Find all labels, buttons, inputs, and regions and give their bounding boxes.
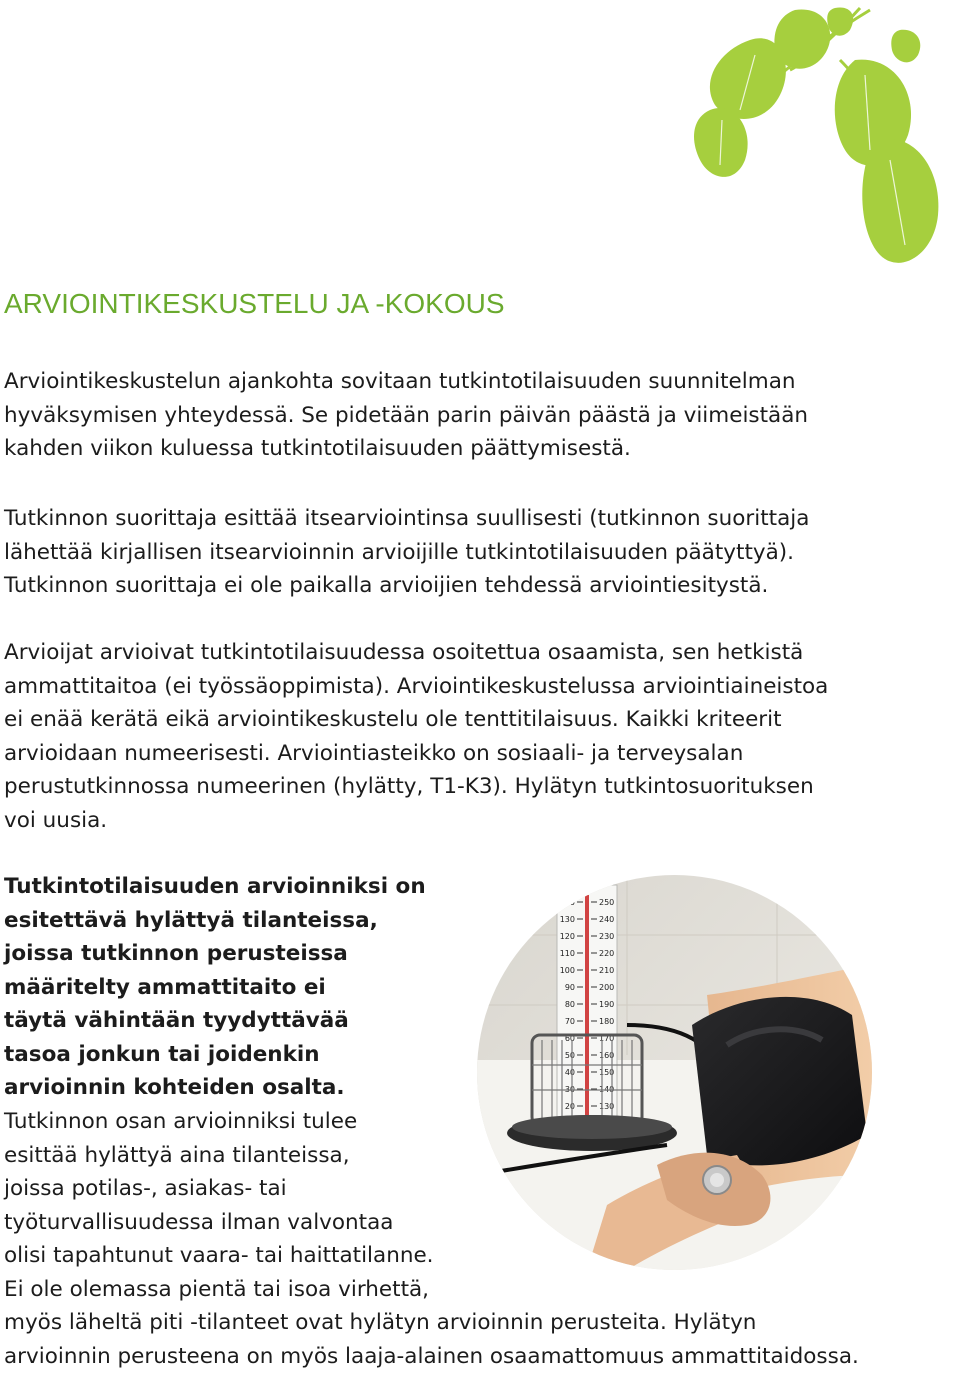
scale-tick-label: 130	[559, 915, 575, 924]
paragraph-assessors	[4, 636, 954, 837]
paragraph-line: esittää hylättyä aina tilanteissa,	[4, 1142, 350, 1168]
bold-line: arvioinnin kohteiden osalta.	[4, 1075, 345, 1100]
scale-tick-label: 140	[559, 898, 575, 907]
paragraph-line: Tutkinnon suorittaja esittää itsearviointinsa suullisesti (tutkinnon suorittaja	[4, 506, 810, 531]
scale-tick-label: 20	[564, 1102, 575, 1111]
paragraph-line: Tutkinnon osan arvioinniksi tulee	[4, 1109, 358, 1134]
bold-statement	[4, 870, 426, 1105]
paragraph-line: Arviointikeskustelun ajankohta sovitaan tutkintotilaisuuden suunnitelman	[4, 369, 796, 394]
blood-pressure-photo	[477, 875, 872, 1270]
scale-tick-label: 140	[599, 1085, 615, 1094]
scale-tick-label: 200	[599, 983, 615, 992]
bold-line: tasoa jonkun tai joidenkin	[4, 1041, 320, 1067]
scale-tick-label: 180	[599, 1017, 615, 1026]
paragraph-line: myös läheltä piti -tilanteet ovat hylätyn arvioinnin perusteita. Hylätyn	[4, 1310, 757, 1335]
paragraph-line: perustutkinnossa numeerinen (hylätty, T1-K3). Hylätyn tutkintosuorituksen	[4, 774, 814, 799]
scale-tick-label: 150	[599, 1068, 615, 1077]
paragraph-line: kahden viikon kuluessa tutkintotilaisuuden päättymisestä.	[4, 436, 631, 461]
bold-line: esitettävä hylättyä tilanteissa,	[4, 907, 378, 933]
scale-tick-label: 110	[559, 949, 575, 958]
paragraph-line: arvioidaan numeerisesti. Arviointiasteikko on sosiaali- ja terveysalan	[4, 740, 744, 766]
mercury-column	[585, 895, 589, 1120]
scale-tick-label: 60	[564, 1034, 575, 1043]
scale-tick-label: 30	[564, 1085, 575, 1094]
scale-tick-label: 130	[599, 1102, 615, 1111]
paragraph-line: Tutkinnon suorittaja ei ole paikalla arvioijien tehdessä arviointiesitystä.	[4, 573, 769, 598]
paragraph-line: hyväksymisen yhteydessä. Se pidetään parin päivän päästä ja viimeistään	[4, 402, 809, 428]
scale-tick-label: 190	[599, 1000, 615, 1009]
paragraph-line: ei enää kerätä eikä arviointikeskustelu ole tenttitilaisuus. Kaikki kriteerit	[4, 707, 782, 732]
bold-line: määritelty ammattitaito ei	[4, 974, 326, 1000]
scale-tick-label: 120	[559, 932, 575, 941]
scale-tick-label: 100	[559, 966, 575, 975]
scale-tick-label: 170	[599, 1034, 615, 1043]
paragraph-line: voi uusia.	[4, 807, 108, 833]
scale-tick-label: 90	[564, 983, 575, 992]
paragraph-line: työturvallisuudessa ilman valvontaa	[4, 1209, 394, 1235]
scale-tick-label: 160	[599, 1051, 615, 1060]
paragraph-line: olisi tapahtunut vaara- tai haittatilanne.	[4, 1243, 434, 1268]
paragraph-self-assessment	[4, 502, 954, 603]
paragraph-line: Ei ole olemassa pientä tai isoa virhettä,	[4, 1276, 430, 1302]
scale-tick-label: 80	[564, 1000, 575, 1009]
scale-tick-label: 210	[599, 966, 615, 975]
scale-tick-label: 240	[599, 915, 615, 924]
scale-tick-label: 70	[564, 1017, 575, 1026]
bold-line: Tutkintotilaisuuden arvioinniksi on	[4, 874, 426, 899]
blood-pressure-illustration	[477, 875, 872, 1270]
scale-tick-label: 220	[599, 949, 615, 958]
scale-tick-label: 230	[599, 932, 615, 941]
paragraph-line: arvioinnin perusteena on myös laaja-alainen osaamattomuus ammattitaidossa.	[4, 1343, 859, 1369]
scale-tick-label: 250	[599, 898, 615, 907]
paragraph-line: lähettää kirjallisen itsearvioinnin arvioijille tutkintotilaisuuden päätyttyä).	[4, 539, 794, 565]
paragraph-line: Arvioijat arvioivat tutkintotilaisuudessa osoitettua osaamista, sen hetkistä	[4, 640, 804, 665]
section-heading: ARVIOINTIKESKUSTELU JA -KOKOUS	[4, 288, 505, 319]
blood-pressure-cuff	[692, 997, 867, 1166]
scale-tick-label: 40	[564, 1068, 575, 1077]
bold-line: täytä vähintään tyydyttävää	[4, 1008, 349, 1033]
leaves-decoration-icon	[680, 0, 960, 290]
bold-line: joissa tutkinnon perusteissa	[4, 941, 348, 966]
paragraph-line: ammattitaitoa (ei työssäoppimista). Arviointikeskustelussa arviointiaineistoa	[4, 673, 829, 699]
scale-tick-label: 50	[564, 1051, 575, 1060]
paragraph-line: joissa potilas-, asiakas- tai	[4, 1176, 287, 1201]
paragraph-schedule	[4, 365, 954, 466]
